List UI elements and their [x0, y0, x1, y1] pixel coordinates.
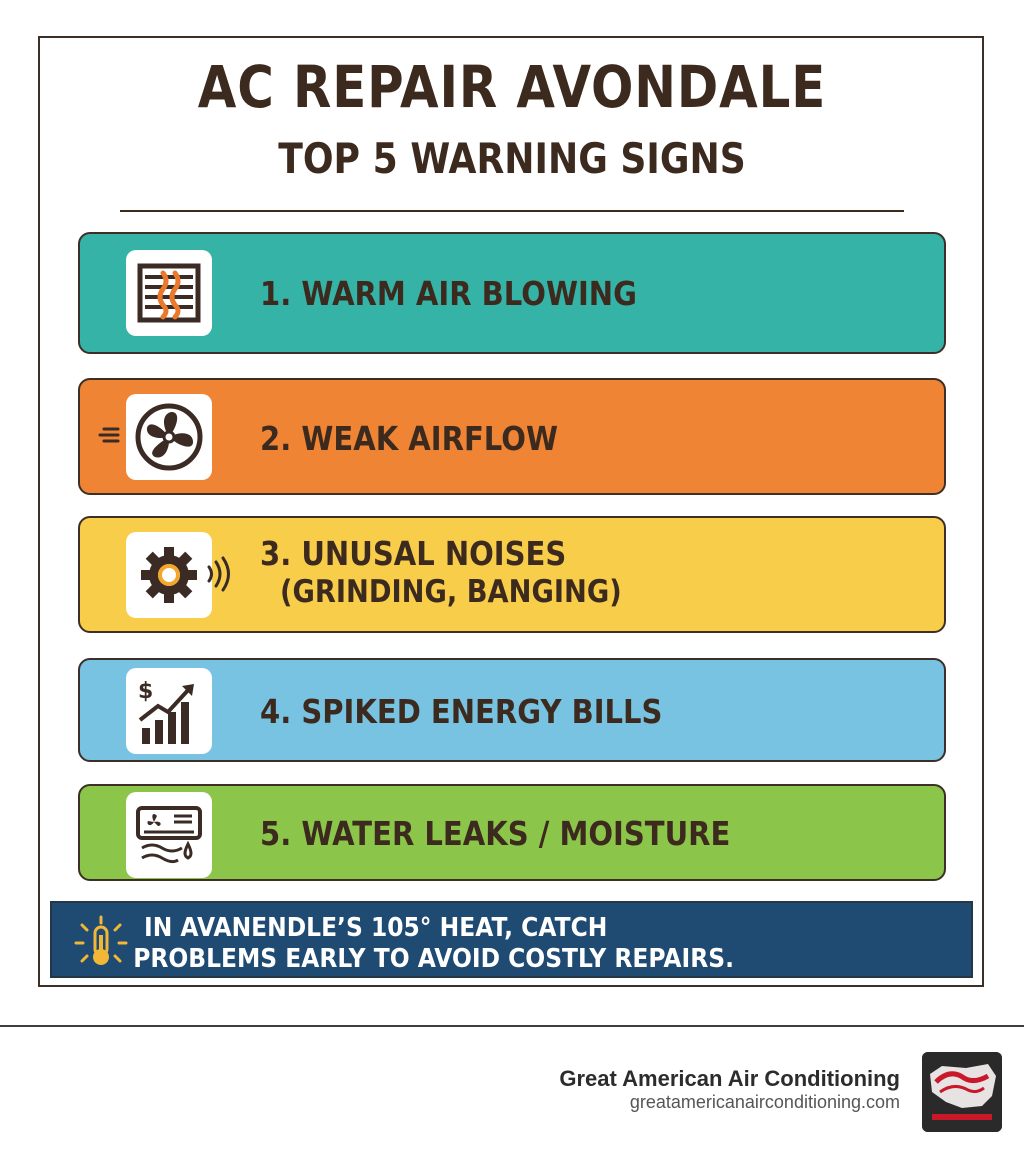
- company-logo-icon: [922, 1052, 1002, 1132]
- svg-text:$: $: [138, 679, 154, 704]
- warning-sign-card-2: [78, 378, 946, 495]
- warning-sign-card-4: [78, 658, 946, 762]
- warning-sign-label-3: 3. UNUSAL NOISES: [260, 534, 567, 573]
- warning-sign-label-1: 1. WARM AIR BLOWING: [260, 274, 637, 313]
- warning-sign-sublabel-3: (GRINDING, BANGING): [280, 574, 622, 610]
- leaking-ac-unit-icon: [126, 792, 212, 878]
- page-subtitle: TOP 5 WARNING SIGNS: [278, 134, 746, 183]
- heat-warning-text: [133, 913, 734, 974]
- company-url[interactable]: greatamericanairconditioning.com: [629, 1092, 900, 1112]
- fan-icon: [126, 394, 212, 480]
- warning-sign-card-3: [78, 516, 946, 633]
- warning-sign-card-5: [78, 784, 946, 881]
- heat-warning-banner: [50, 901, 973, 978]
- gear-noise-icon: [126, 532, 212, 618]
- warning-sign-label-2: 2. WEAK AIRFLOW: [260, 419, 558, 458]
- airflow-lines-icon: [98, 426, 120, 449]
- heat-warning-line-1: IN AVANENDLE’S 105° HEAT, CATCH: [144, 913, 608, 943]
- rising-cost-chart-icon: [126, 668, 212, 754]
- warning-sign-label-4: 4. SPIKED ENERGY BILLS: [260, 692, 663, 731]
- title-divider: [120, 210, 904, 212]
- page-title: AC REPAIR AVONDALE: [197, 53, 827, 121]
- heat-warning-line-2: PROBLEMS EARLY TO AVOID COSTLY REPAIRS.: [133, 943, 734, 974]
- warning-sign-label-5: 5. WATER LEAKS / MOISTURE: [260, 814, 731, 853]
- footer-divider: [0, 1025, 1024, 1027]
- company-name: Great American Air Conditioning: [559, 1066, 900, 1091]
- warning-sign-card-1: [78, 232, 946, 354]
- thermometer-sun-icon: [74, 915, 128, 974]
- heat-vent-icon: [126, 250, 212, 336]
- sound-waves-icon: [205, 556, 231, 597]
